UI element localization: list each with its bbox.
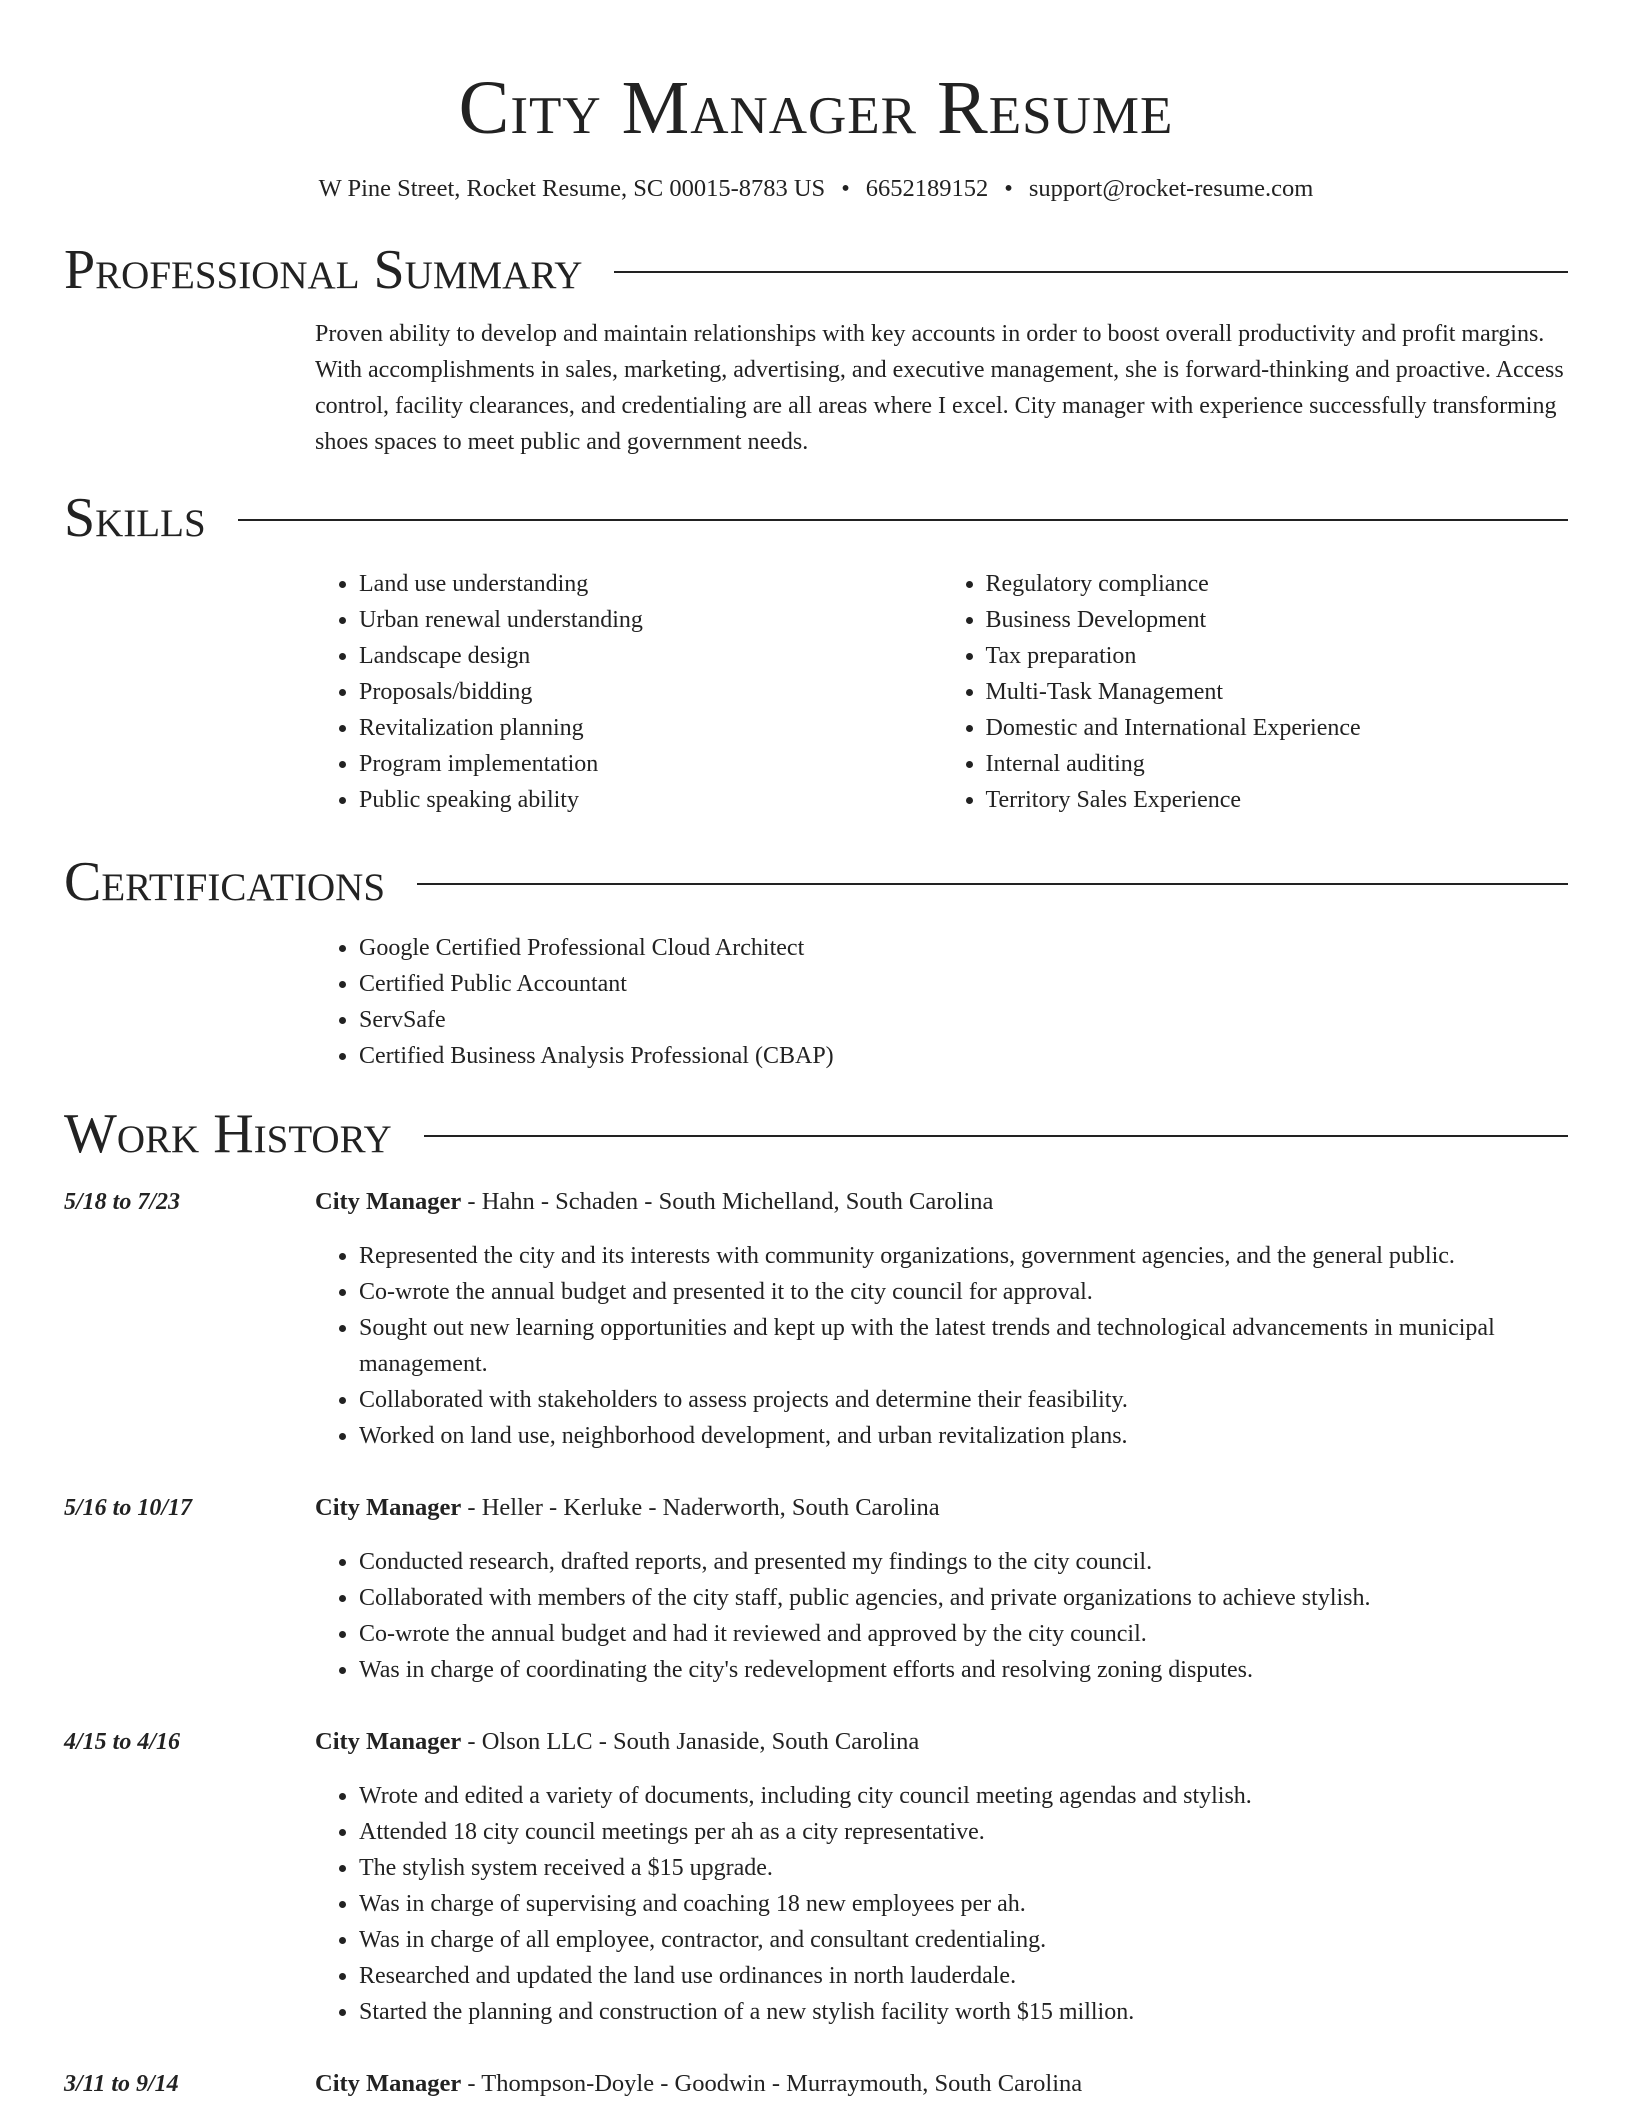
job-bullets (315, 1544, 1568, 1688)
job-dates: 3/11 to 9/14 (64, 2071, 179, 2097)
skill-item: • Domestic and International Experience (986, 710, 1569, 746)
skill-item: • Internal auditing (986, 746, 1569, 782)
job-employer: - Olson LLC - South Janaside, South Carolina (461, 1728, 920, 1755)
certification-item: • Certified Business Analysis Professional (CBAP) (359, 1038, 1568, 1074)
skill-item: • Tax preparation (986, 638, 1569, 674)
contact-line (64, 172, 1568, 206)
job-bullet: • Was in charge of all employee, contractor, and consultant credentialing. (359, 1922, 1568, 1958)
job-employer: - Hahn - Schaden - South Michelland, South Carolina (461, 1188, 994, 1215)
section-divider (424, 1135, 1568, 1137)
certifications-heading: Certifications (64, 851, 386, 913)
job-bullet: • Represented the city and its interests with community organizations, government agencies, and the general public. (359, 1238, 1568, 1274)
summary-section-header (64, 238, 1568, 302)
certification-item: • ServSafe (359, 1002, 1568, 1038)
contact-phone: 6652189152 (865, 175, 989, 202)
job-bullet: • Started the planning and construction of a new stylish facility worth $15 million. (359, 1994, 1568, 2030)
resume-page (64, 0, 1568, 2102)
skill-item: • Urban renewal understanding (359, 602, 942, 638)
job-bullet: • Was in charge of supervising and coaching 18 new employees per ah. (359, 1886, 1568, 1922)
job-details (315, 2066, 1568, 2102)
skill-item: • Proposals/bidding (359, 674, 942, 710)
certification-item: • Google Certified Professional Cloud Architect (359, 930, 1568, 966)
job-title-line (315, 1490, 1568, 1526)
job-bullets (315, 1778, 1568, 2030)
skills-heading: Skills (64, 487, 206, 549)
job-role: City Manager (315, 1494, 462, 1521)
job-bullet: • Was in charge of coordinating the city's redevelopment efforts and resolving zoning disputes. (359, 1652, 1568, 1688)
bullet-separator: • (1004, 175, 1013, 202)
job-entry (64, 2066, 1568, 2102)
job-details (315, 1184, 1568, 1454)
skill-item: • Revitalization planning (359, 710, 942, 746)
skills-list-right (942, 566, 1569, 818)
contact-address: W Pine Street, Rocket Resume, SC 00015-8783 US (318, 175, 826, 202)
skill-item: • Land use understanding (359, 566, 942, 602)
skill-item: • Landscape design (359, 638, 942, 674)
page-title: City Manager Resume (458, 66, 1174, 150)
job-bullet: • Wrote and edited a variety of documents, including city council meeting agendas and stylish. (359, 1778, 1568, 1814)
job-bullet: • Worked on land use, neighborhood development, and urban revitalization plans. (359, 1418, 1568, 1454)
job-role: City Manager (315, 2070, 462, 2097)
job-bullet: • Collaborated with stakeholders to assess projects and determine their feasibility. (359, 1382, 1568, 1418)
job-dates: 5/16 to 10/17 (64, 1495, 193, 1521)
certifications-list (315, 930, 1568, 1074)
job-bullet: • Collaborated with members of the city staff, public agencies, and private organizations to achieve stylish. (359, 1580, 1568, 1616)
job-entry (64, 1724, 1568, 2030)
job-bullet: • Co-wrote the annual budget and had it reviewed and approved by the city council. (359, 1616, 1568, 1652)
job-entry (64, 1184, 1568, 1454)
work-section-header (64, 1102, 1568, 1166)
job-bullets (315, 1238, 1568, 1454)
skill-item: • Regulatory compliance (986, 566, 1569, 602)
job-details (315, 1724, 1568, 2030)
summary-heading: Professional Summary (64, 239, 583, 301)
skill-item: • Multi-Task Management (986, 674, 1569, 710)
work-heading: Work History (64, 1103, 392, 1165)
certifications-section-header (64, 850, 1568, 914)
job-dates: 4/15 to 4/16 (64, 1729, 181, 1755)
summary-section (315, 316, 1568, 460)
skill-item: • Territory Sales Experience (986, 782, 1569, 818)
job-role: City Manager (315, 1188, 462, 1215)
contact-email: support@rocket-resume.com (1028, 175, 1314, 202)
job-bullet: • Conducted research, drafted reports, and presented my findings to the city council. (359, 1544, 1568, 1580)
skills-section (315, 566, 1568, 818)
skill-item: • Public speaking ability (359, 782, 942, 818)
certifications-section (315, 930, 1568, 1074)
job-entry (64, 1490, 1568, 1688)
skill-item: • Business Development (986, 602, 1569, 638)
section-divider (238, 519, 1568, 521)
job-title-line (315, 1184, 1568, 1220)
job-title-line (315, 1724, 1568, 1760)
job-bullet: • Sought out new learning opportunities and kept up with the latest trends and technological advancements in municipal management. (359, 1310, 1568, 1382)
skills-section-header (64, 486, 1568, 550)
bullet-separator: • (841, 175, 850, 202)
job-dates: 5/18 to 7/23 (64, 1189, 181, 1215)
job-role: City Manager (315, 1728, 462, 1755)
certification-item: • Certified Public Accountant (359, 966, 1568, 1002)
job-details (315, 1490, 1568, 1688)
job-employer: - Thompson-Doyle - Goodwin - Murraymouth, South Carolina (461, 2070, 1083, 2097)
job-bullet: • Researched and updated the land use ordinances in north lauderdale. (359, 1958, 1568, 1994)
job-bullet: • The stylish system received a $15 upgrade. (359, 1850, 1568, 1886)
section-divider (417, 883, 1568, 885)
section-divider (614, 271, 1568, 273)
job-bullet: • Co-wrote the annual budget and presented it to the city council for approval. (359, 1274, 1568, 1310)
summary-text: Proven ability to develop and maintain relationships with key accounts in order to boost overall productivity and profit margins. With accomplishments in sales, marketing, advertising, and executive management, she is forward-thinking and proactive. Access control, facility clearances, and credentialing are all areas where I excel. City manager with experience successfully transforming shoes spaces to meet public and government needs. (315, 321, 1564, 455)
job-title-line (315, 2066, 1568, 2102)
skill-item: • Program implementation (359, 746, 942, 782)
skills-list-left (315, 566, 942, 818)
job-bullet: • Attended 18 city council meetings per ah as a city representative. (359, 1814, 1568, 1850)
work-history-list (64, 1184, 1568, 2102)
job-employer: - Heller - Kerluke - Naderworth, South Carolina (461, 1494, 940, 1521)
